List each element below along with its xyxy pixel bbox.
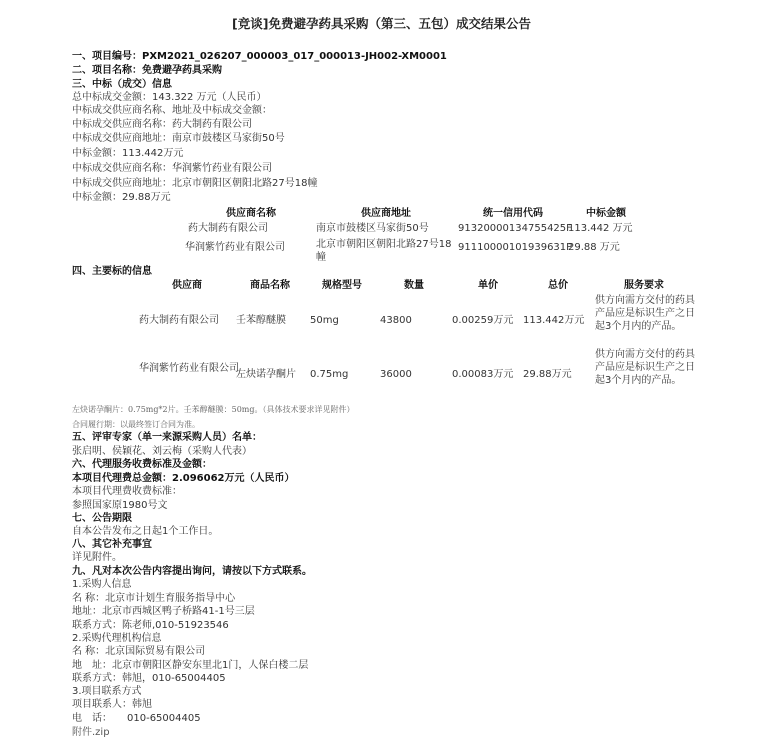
period-text: 自本公告发布之日起1个工作日。 (72, 526, 219, 537)
project-contact-heading: 3.项目联系方式 (72, 686, 142, 697)
items-row1-unit-price: 0.00259万元 (452, 315, 514, 326)
items-header-total: 总价 (548, 280, 568, 291)
attachment-link[interactable]: 附件.zip (72, 727, 110, 738)
items-row2-unit-price: 0.00083万元 (452, 369, 514, 380)
winners-row1-name: 药大制药有限公司 (188, 223, 268, 234)
items-row1-total: 113.442万元 (523, 315, 585, 326)
winners-row1-amount: 113.442 万元 (568, 223, 633, 234)
winners-header-amount: 中标金额 (586, 208, 626, 219)
project-name: 二、项目名称：免费避孕药具采购 (72, 65, 222, 76)
project-contact-person: 项目联系人：韩旭 (72, 699, 152, 710)
fee-standard-label: 本项目代理费收费标准： (72, 486, 182, 497)
supplier1-amount: 中标金额：113.442万元 (72, 148, 184, 159)
agency-contact: 联系方式：韩旭，010-65004405 (72, 673, 226, 684)
other-text: 详见附件。 (72, 552, 122, 563)
winners-row2-code: 91110000101939631P (458, 242, 573, 253)
section-period-heading: 七、公告期限 (72, 513, 132, 524)
items-row2-service: 供方向需方交付的药具产品应是标识生产之日起3个月内的产品。 (595, 349, 695, 386)
items-row1-spec: 50mg (310, 315, 339, 326)
agency-info-heading: 2.采购代理机构信息 (72, 633, 162, 644)
purchaser-contact: 联系方式：陈老师,010-51923546 (72, 620, 229, 631)
items-row2-spec: 0.75mg (310, 369, 349, 380)
winners-row2-name: 华润紫竹药业有限公司 (185, 242, 285, 253)
experts-list: 张启明、侯颖花、刘云梅（采购人代表） (72, 446, 252, 457)
supplier2-name: 中标成交供应商名称：华润紫竹药业有限公司 (72, 163, 272, 174)
items-header-service: 服务要求 (624, 280, 664, 291)
purchaser-name: 名 称：北京市计划生育服务指导中心 (72, 593, 236, 604)
contract-term-note: 合同履行期：以最终签订合同为准。 (72, 420, 200, 429)
items-row2-supplier: 华润紫竹药业有限公司 (139, 363, 239, 374)
supplier2-address: 中标成交供应商地址：北京市朝阳区朝阳北路27号18幢 (72, 178, 318, 189)
project-number: 一、项目编号：PXM2021_026207_000003_017_000013-JH002-XM0001 (72, 51, 447, 62)
items-header-qty: 数量 (404, 280, 424, 291)
items-header-product: 商品名称 (250, 280, 290, 291)
winners-header-code: 统一信用代码 (483, 208, 543, 219)
supplier2-amount: 中标金额：29.88万元 (72, 192, 171, 203)
section-fee-heading: 六、代理服务收费标准及金额： (72, 459, 212, 470)
purchaser-address: 地址：北京市西城区鸭子桥路41-1号三层 (72, 606, 255, 617)
winners-header-name: 供应商名称 (226, 208, 276, 219)
agency-name: 名 称：北京国际贸易有限公司 (72, 646, 206, 657)
section-award-heading: 三、中标（成交）信息 (72, 79, 172, 90)
items-row1-service: 供方向需方交付的药具产品应是标识生产之日起3个月内的产品。 (595, 295, 695, 332)
supplier1-address: 中标成交供应商地址：南京市鼓楼区马家街50号 (72, 133, 285, 144)
section-experts-heading: 五、评审专家（单一来源采购人员）名单： (72, 432, 262, 443)
items-header-supplier: 供应商 (172, 280, 202, 291)
purchaser-info-heading: 1.采购人信息 (72, 579, 132, 590)
section-other-heading: 八、其它补充事宜 (72, 539, 152, 550)
fee-standard-ref: 参照国家原1980号文 (72, 500, 168, 511)
items-row2-total: 29.88万元 (523, 369, 572, 380)
winners-row1-code: 91320000134755425F (458, 223, 572, 234)
total-amount: 总中标成交金额：143.322 万元（人民币） (72, 92, 267, 103)
award-intro: 中标成交供应商名称、地址及中标成交金额： (72, 105, 272, 116)
section-contact-heading: 九、凡对本次公告内容提出询问，请按以下方式联系。 (72, 566, 312, 577)
spec-note: 左炔诺孕酮片：0.75mg*2片。壬苯醇醚膜：50mg。（具体技术要求详见附件） (72, 405, 355, 414)
winners-header-address: 供应商地址 (361, 208, 411, 219)
items-row1-qty: 43800 (380, 315, 412, 326)
page-title: [竞谈]免费避孕药具采购（第三、五包）成交结果公告 (232, 16, 531, 31)
items-row1-supplier: 药大制药有限公司 (139, 315, 219, 326)
agency-address: 地 址：北京市朝阳区静安东里北1门，人保白楼二层 (72, 660, 309, 671)
items-header-unit-price: 单价 (478, 280, 498, 291)
items-header-spec: 规格型号 (322, 280, 362, 291)
section-items-heading: 四、主要标的信息 (72, 266, 152, 277)
winners-row1-address: 南京市鼓楼区马家街50号 (316, 223, 429, 234)
fee-total: 本项目代理费总金额：2.096062万元（人民币） (72, 473, 295, 484)
winners-row2-address: 北京市朝阳区朝阳北路27号18幢 (316, 239, 452, 263)
items-row1-product: 壬苯醇醚膜 (236, 315, 286, 326)
items-row2-product: 左炔诺孕酮片 (236, 369, 296, 380)
items-row2-qty: 36000 (380, 369, 412, 380)
winners-row2-amount: 29.88 万元 (568, 242, 620, 253)
project-contact-phone: 电 话： 010-65004405 (72, 713, 201, 724)
supplier1-name: 中标成交供应商名称：药大制药有限公司 (72, 119, 252, 130)
